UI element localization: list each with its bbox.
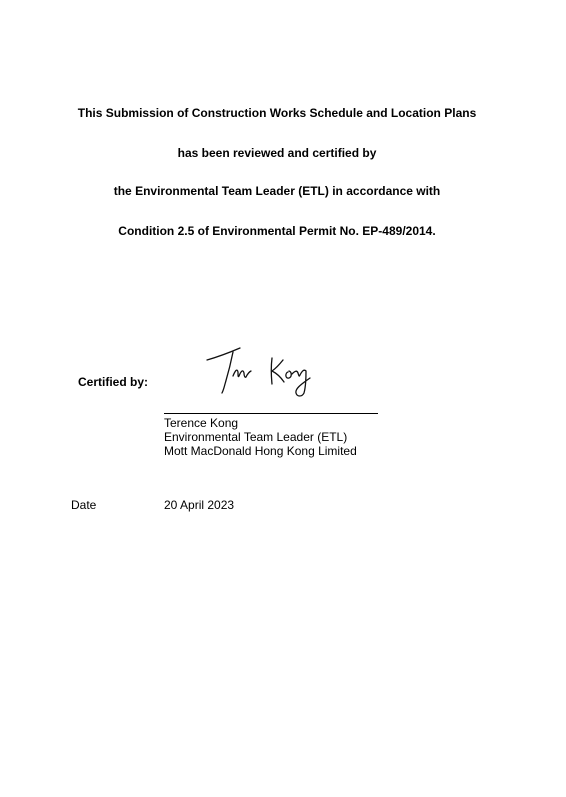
statement-line-3: the Environmental Team Leader (ETL) in accordance with xyxy=(113,184,441,198)
signature-line xyxy=(164,413,378,414)
signatory-title: Environmental Team Leader (ETL) xyxy=(164,430,348,444)
statement-line-2: has been reviewed and certified by xyxy=(177,146,377,160)
statement-line-4: Condition 2.5 of Environmental Permit No. EP-489/2014. xyxy=(118,224,436,238)
handwritten-signature xyxy=(200,338,320,400)
signatory-company: Mott MacDonald Hong Kong Limited xyxy=(164,444,357,458)
date-label: Date xyxy=(71,498,97,512)
signatory-name: Terence Kong xyxy=(164,416,239,430)
statement-line-1: This Submission of Construction Works Schedule and Location Plans xyxy=(77,106,477,120)
certified-by-label: Certified by: xyxy=(78,375,149,389)
date-value: 20 April 2023 xyxy=(164,498,235,512)
